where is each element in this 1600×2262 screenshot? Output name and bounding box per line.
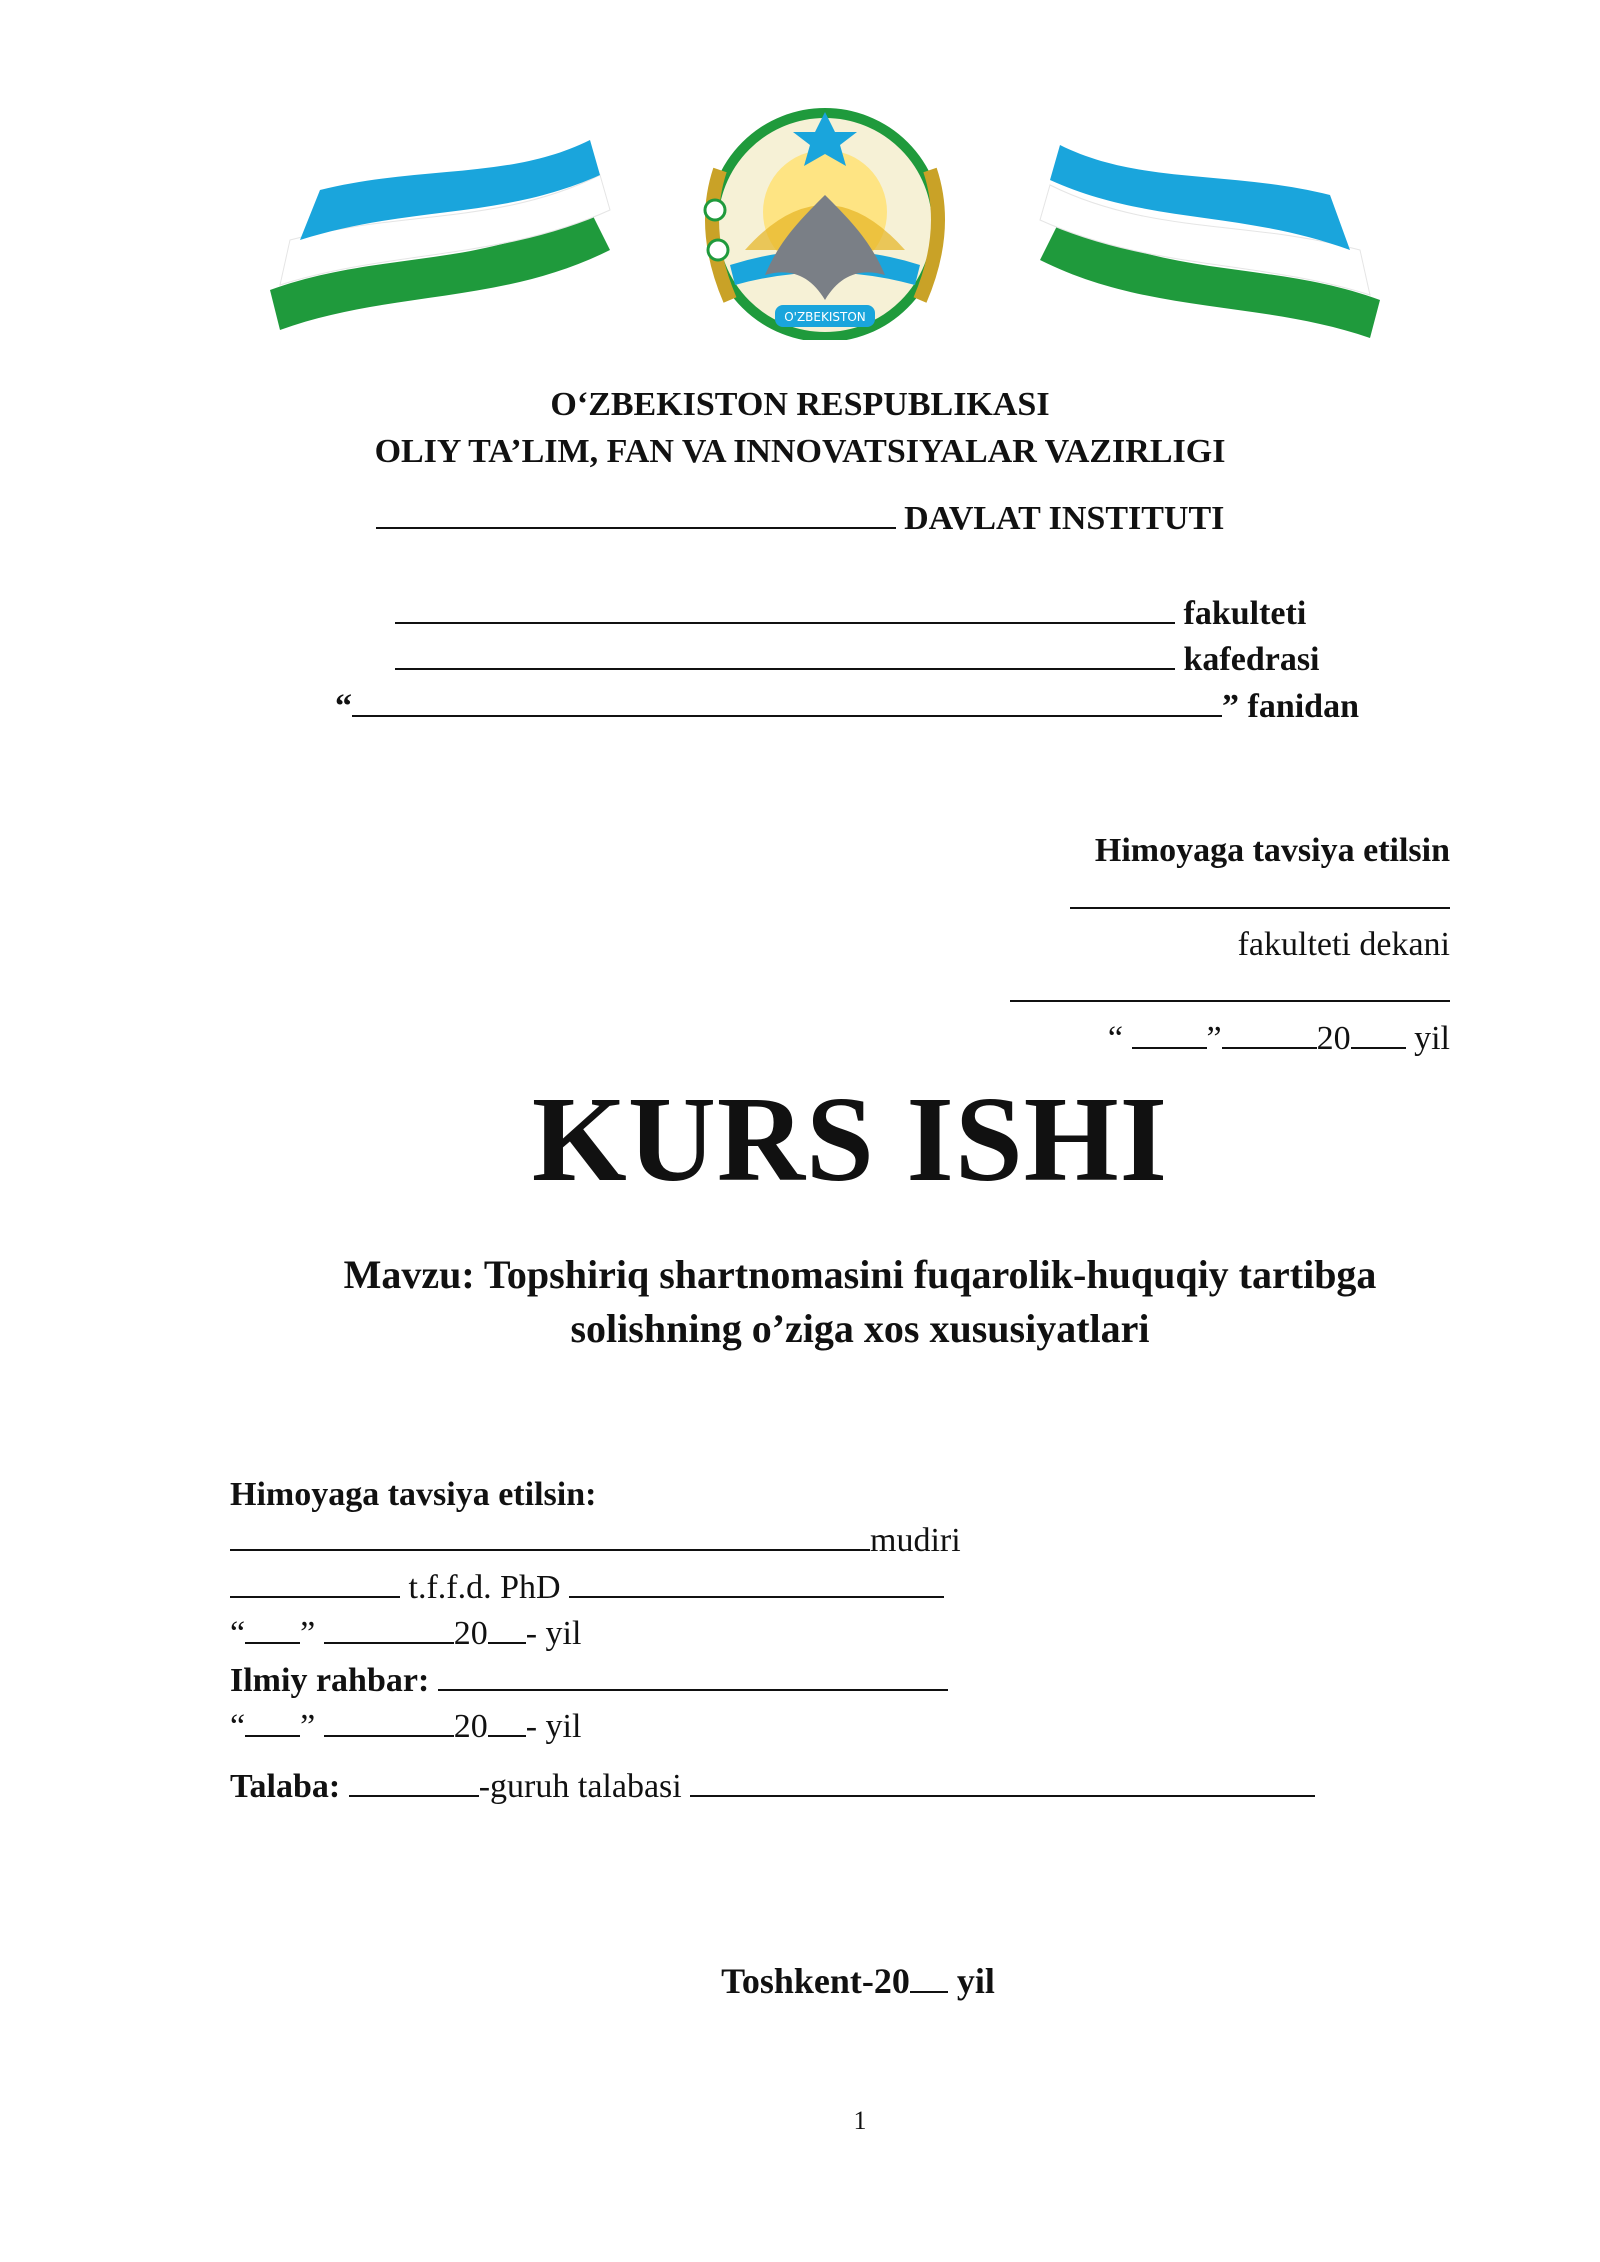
header-ministry: OLIY TA’LIM, FAN VA INNOVATSIYALAR VAZIRLIGI — [374, 433, 1226, 470]
supervisor-label: Ilmiy rahbar: — [230, 1662, 430, 1699]
date-day-blank[interactable] — [245, 1616, 300, 1644]
topic-line-1: Mavzu: Topshiriq shartnomasini fuqarolik-huquqiy tartibga — [343, 1252, 1377, 1297]
student-line — [230, 1768, 1315, 1806]
supervisor-date-line — [230, 1708, 581, 1746]
date-year-suffix: - yil — [525, 1708, 582, 1745]
approval-top-heading: Himoyaga tavsiya etilsin — [1094, 832, 1450, 869]
date-month-blank[interactable] — [1222, 1021, 1317, 1049]
date-year-blank[interactable] — [488, 1709, 526, 1737]
emblem-graphic — [260, 100, 1390, 340]
date-close-quote: ” — [1206, 1020, 1222, 1057]
faculty-blank[interactable] — [395, 596, 1175, 624]
date-year-blank[interactable] — [488, 1616, 526, 1644]
head-line — [230, 1522, 961, 1560]
date-month-blank[interactable] — [324, 1616, 454, 1644]
supervisor-line — [230, 1662, 948, 1700]
department-label: kafedrasi — [1183, 641, 1320, 678]
degree-line — [230, 1569, 944, 1607]
head-date-line — [230, 1615, 581, 1653]
date-year-suffix: yil — [1414, 1020, 1450, 1057]
page-number: 1 — [853, 2106, 867, 2135]
subject-blank[interactable] — [352, 689, 1222, 717]
date-year-prefix: 20 — [453, 1708, 488, 1745]
faculty-label: fakulteti — [1183, 595, 1307, 632]
date-day-blank[interactable] — [1132, 1021, 1207, 1049]
approval-bottom-heading: Himoyaga tavsiya etilsin: — [230, 1476, 597, 1513]
date-close-quote: ” — [300, 1615, 316, 1652]
date-day-blank[interactable] — [245, 1709, 300, 1737]
department-line — [395, 641, 1320, 679]
subject-line — [335, 688, 1359, 726]
faculty-line — [395, 595, 1306, 633]
degree-name-blank[interactable] — [569, 1570, 944, 1598]
approval-top-date — [1108, 1020, 1450, 1058]
degree-label: t.f.f.d. PhD — [408, 1569, 561, 1606]
date-open-quote: “ — [1107, 1020, 1123, 1057]
city-label: Toshkent-20 — [721, 1961, 910, 2001]
date-year-prefix: 20 — [453, 1615, 488, 1652]
department-blank[interactable] — [395, 642, 1175, 670]
group-blank[interactable] — [349, 1769, 479, 1797]
date-year-blank[interactable] — [1351, 1021, 1406, 1049]
year-suffix: yil — [956, 1961, 995, 2001]
dean-signature-line — [1010, 973, 1450, 1011]
header-institute-line — [0, 500, 1600, 538]
subject-label: ” fanidan — [1222, 688, 1359, 725]
head-label: mudiri — [870, 1522, 961, 1559]
dean-name-line — [1070, 880, 1450, 918]
city-year — [0, 1960, 1600, 2002]
student-label: Talaba: — [230, 1768, 341, 1805]
dean-label: fakulteti dekani — [1237, 926, 1450, 963]
degree-signature-blank[interactable] — [230, 1570, 400, 1598]
state-emblem — [260, 100, 1390, 340]
header-republic: O‘ZBEKISTON RESPUBLIKASI — [550, 386, 1050, 423]
svg-text:O'ZBEKISTON: O'ZBEKISTON — [784, 310, 866, 324]
topic-line-2: solishning o’ziga xos xususiyatlari — [570, 1306, 1150, 1351]
head-name-blank[interactable] — [230, 1523, 870, 1551]
supervisor-blank[interactable] — [438, 1663, 948, 1691]
date-month-blank[interactable] — [324, 1709, 454, 1737]
topic — [0, 1248, 1600, 1356]
document-title: KURS ISHI — [531, 1072, 1169, 1207]
date-close-quote: ” — [300, 1708, 316, 1745]
date-year-prefix: 20 — [1316, 1020, 1351, 1057]
dean-name-blank[interactable] — [1070, 881, 1450, 909]
subject-open-quote: “ — [335, 688, 352, 725]
year-blank[interactable] — [910, 1965, 948, 1993]
dean-signature-blank[interactable] — [1010, 974, 1450, 1002]
date-year-suffix: - yil — [525, 1615, 582, 1652]
student-name-blank[interactable] — [690, 1769, 1315, 1797]
group-label: -guruh talabasi — [478, 1768, 682, 1805]
date-open-quote: “ — [230, 1615, 246, 1652]
institute-blank[interactable] — [376, 501, 896, 529]
date-open-quote: “ — [230, 1708, 246, 1745]
institute-label: DAVLAT INSTITUTI — [904, 500, 1225, 537]
